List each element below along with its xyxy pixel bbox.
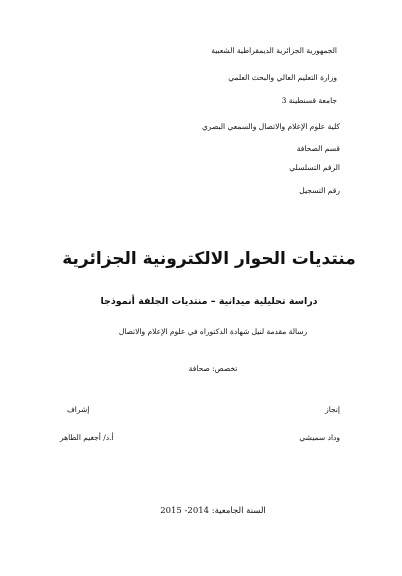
faculty-line: كلية علوم الإعلام والاتصال والسمعي البصري <box>201 122 340 131</box>
document-subtitle: دراسة تحليلية ميدانية – منتديات الجلفة أنموذجا <box>100 296 318 307</box>
supervisor-name: أ.د/ أجغيم الطاهر <box>60 433 114 442</box>
university-line: جامعة قسنطينة 3 <box>281 96 337 105</box>
supervisor-label: إشراف <box>67 405 90 414</box>
department-line: قسم الصحافة <box>296 144 340 153</box>
ministry-line: وزارة التعليم العالي والبحث العلمي <box>228 73 337 82</box>
registration-number-line: رقم التسجيل <box>299 186 340 195</box>
document-title: منتديات الحوار الالكترونية الجزائرية <box>62 249 356 269</box>
prepared-by-label: إنجاز <box>325 405 340 414</box>
specialization: تخصص: صحافة <box>188 364 238 373</box>
serial-number-line: الرقم التسلسلي <box>289 163 340 172</box>
thesis-statement: رسالة مقدمة لنيل شهادة الدكتوراه في علوم الإعلام والاتصال <box>118 327 308 336</box>
republic-line: الجمهورية الجزائرية الديمقراطية الشعبية <box>211 46 337 55</box>
prepared-by-name: وداد سميشي <box>299 433 340 442</box>
academic-year: السنة الجامعية: 2014- 2015 <box>160 506 266 516</box>
